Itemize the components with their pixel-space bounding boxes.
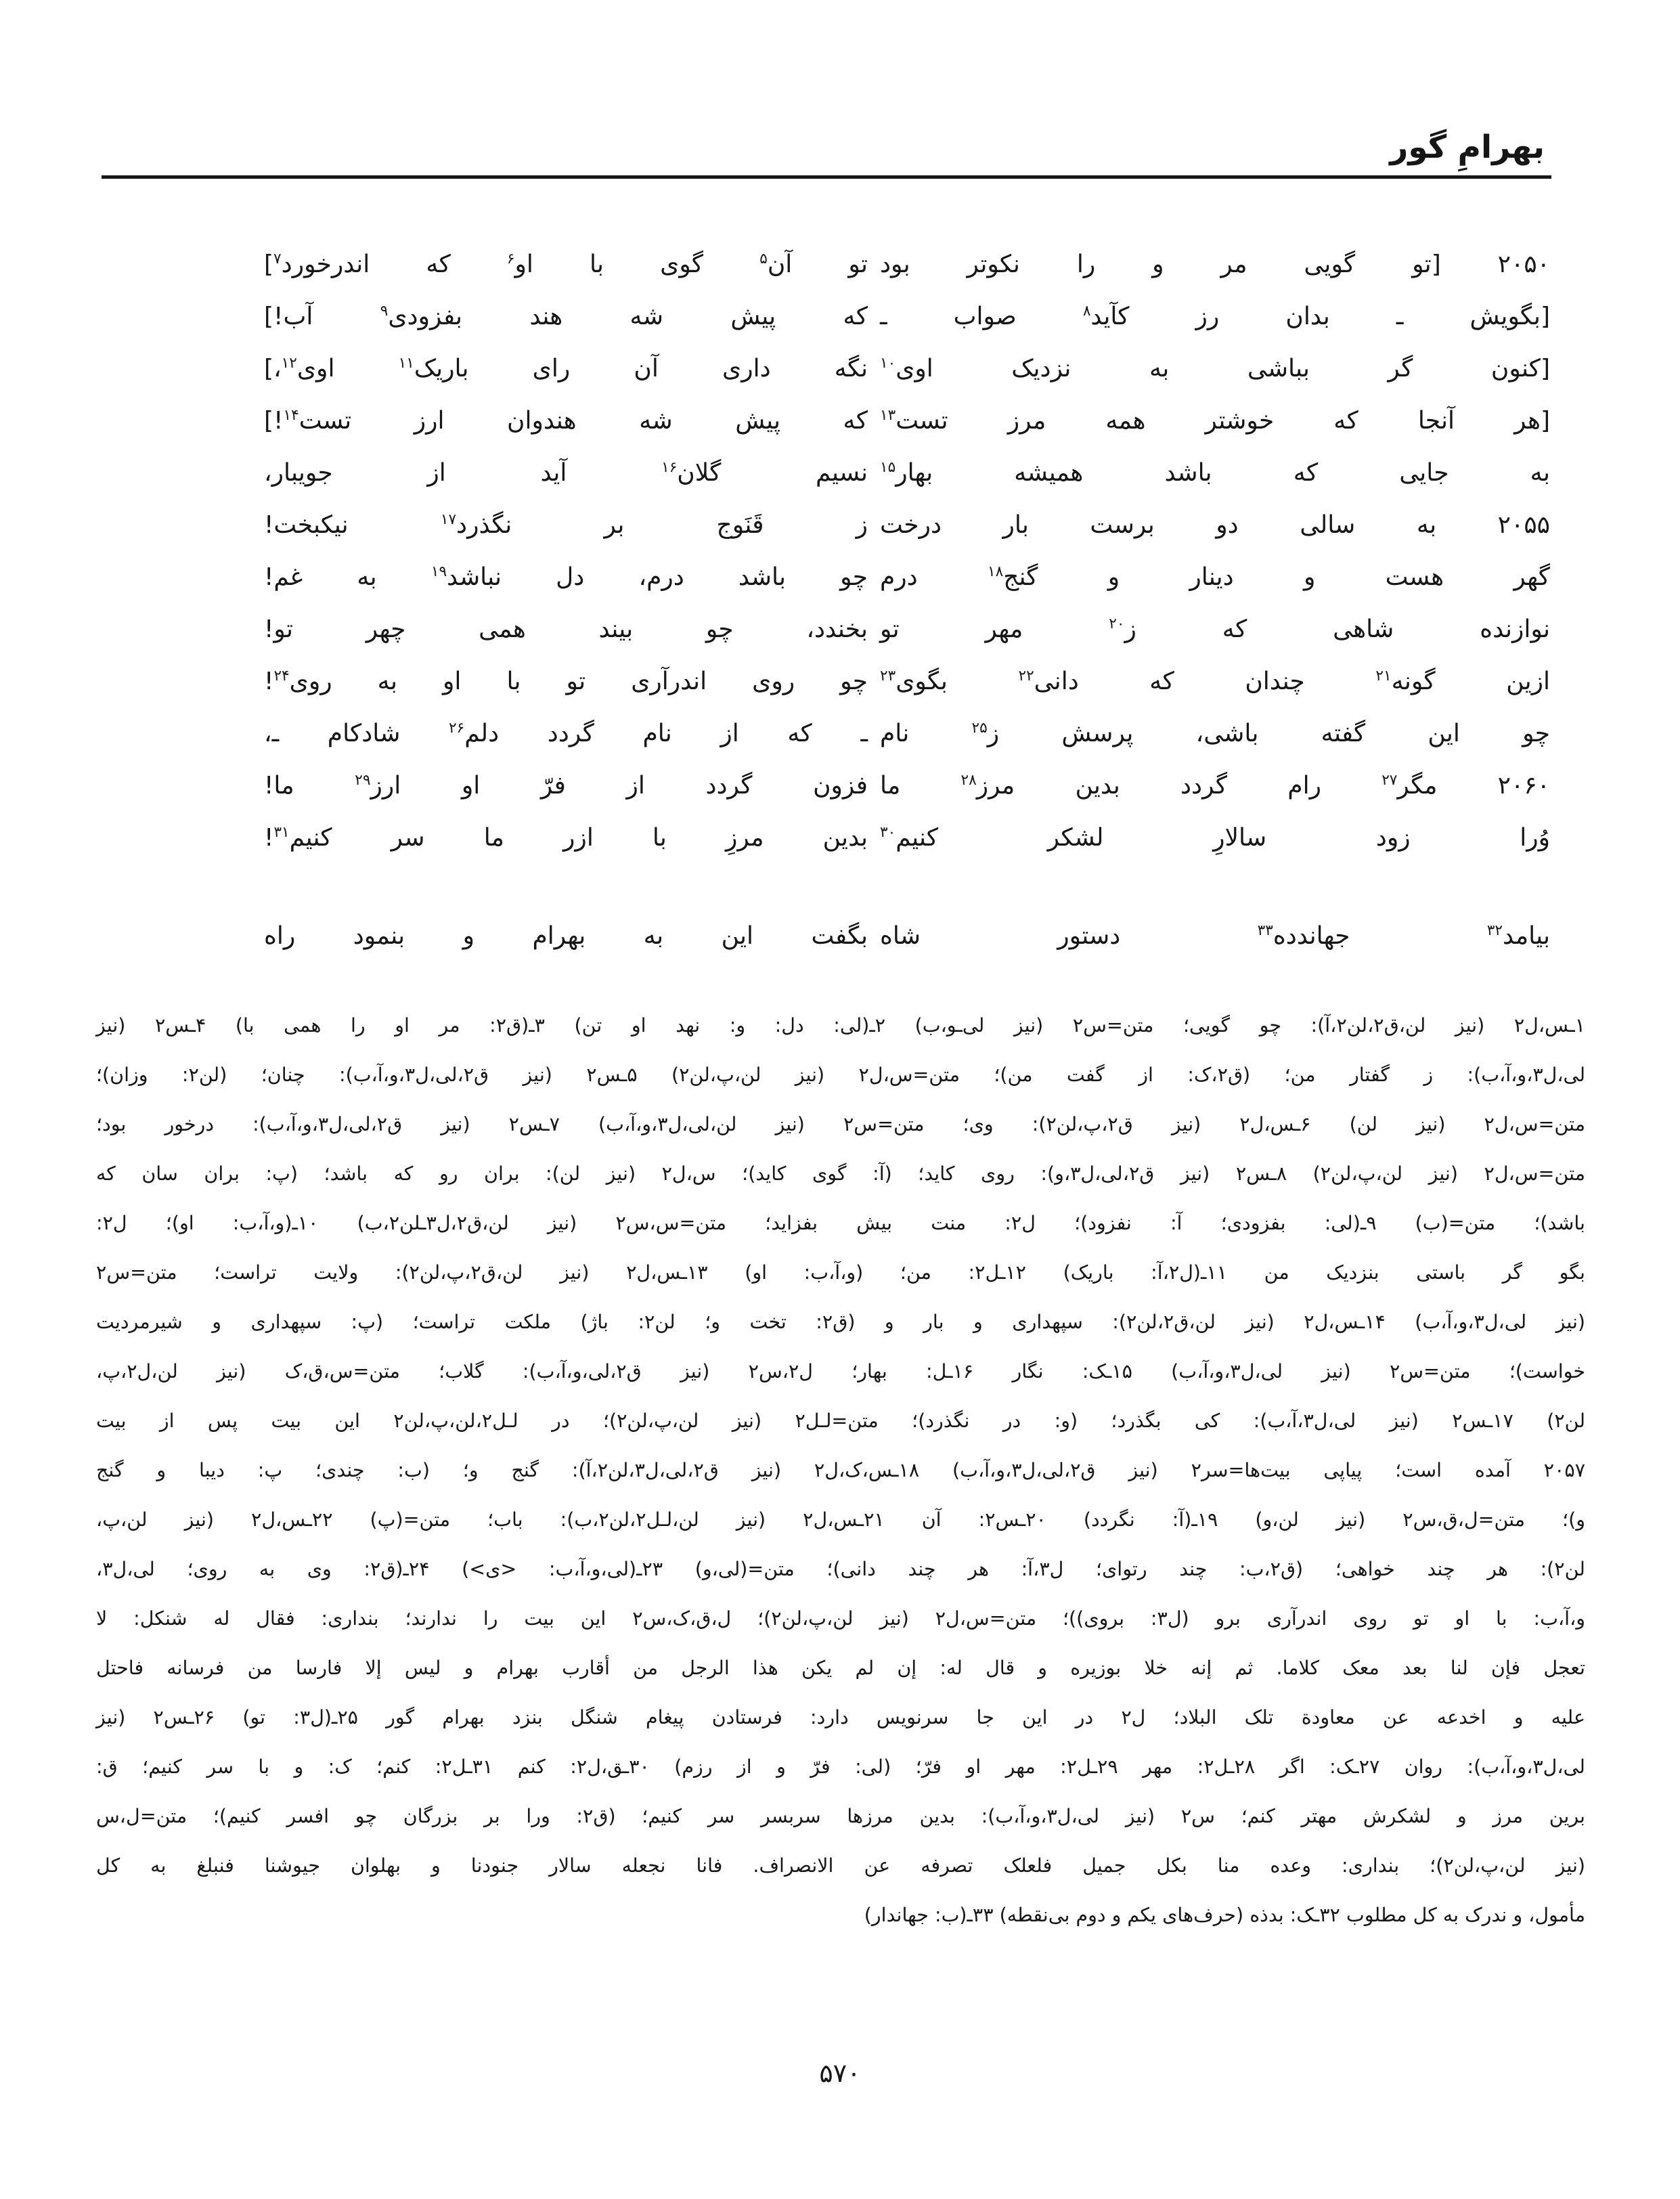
hemistich-right: چو این گفته باشی، پرسش ز$^{۲۵}$ نام — [880, 720, 1550, 747]
couplet — [264, 395, 1550, 447]
couplet — [264, 655, 1550, 707]
apparatus-line: لن۲): هر چند خواهی؛ (ق۲،ب: چند رتوای؛ ل۳،آ: هر چند دانی)؛ متن=(لی،و) ۲۳ـ(لی،و،آ،ب: <ی>) ۲۴ـ(ق۲: وی به روی؛ لی،ل۳، — [96, 1558, 1585, 1580]
couplet — [264, 603, 1550, 655]
couplet — [264, 238, 1550, 290]
hemistich-left: نگه داری آن رای باریک$^{۱۱}$ اوی$^{۱۲}$،] — [264, 355, 868, 383]
apparatus-line: برین مرز و لشکرش مهتر کنم؛ س۲ (نیز لی،ل۳،و،آ،ب): بدین مرزها سربسر سر کنیم؛ (ق۲: ورا بر بزرگان چو افسر کنیم)؛ متن=ل،س — [96, 1805, 1585, 1827]
hemistich-right: بیامد$^{۳۲}$ جهاندده$^{۳۳}$ دستور شاه — [880, 922, 1551, 950]
apparatus-line: لی،ل۳،و،آ،ب): ز گفتار من؛ (ق۲،ک: از گفت من)؛ متن=س،ل۲ (نیز لن،پ،لن۲) ۵ـس۲ (نیز ق۲،لی،ل۳،و،آ،ب): چنان؛ (لن۲: وزان)؛ — [96, 1064, 1585, 1086]
hemistich-left: ـ که از نام گردد دلم$^{۲۶}$ شادکام ـ، — [264, 720, 868, 747]
hemistich-right: [هر آنجا که خوشتر همه مرز تست$^{۱۳}$ — [880, 407, 1550, 435]
verse-number: ۲۰۵۵ — [1497, 511, 1550, 539]
couplet — [264, 760, 1550, 812]
hemistich-left: که پیش شه هندوان ارز تست$^{۱۴}$!] — [264, 407, 868, 435]
hemistich-left: نسیم گلان$^{۱۶}$ آید از جویبار، — [264, 459, 868, 487]
apparatus-line: و)؛ متن=ل،ق،س۲ (نیز لن،و) ۱۹ـ(آ: نگردد) ۲۰ـس۲: آن ۲۱ـس،ل۲ (نیز لن،لـل۲،لن۲،ب): باب؛ متن=(پ) ۲۲ـس،ل۲ (نیز لن،پ، — [96, 1508, 1585, 1531]
page-header — [102, 129, 1551, 179]
apparatus-line: مأمول، و ندرک به کل مطلوب ۳۲ـک: بدذه (حرف‌های یکم و دوم بی‌نقطه) ۳۳ـ(ب: جهاندار) — [864, 1904, 1585, 1926]
apparatus — [96, 1001, 1585, 1940]
couplet — [264, 910, 1550, 962]
hemistich-left: تو آن$^۵$ گوی با او$^۶$ که اندرخورد$^۷$] — [264, 251, 868, 278]
apparatus-line: لی،ل۳،و،آ،ب): روان ۲۷ـک: اگر ۲۸ـل۲: مهر ۲۹ـل۲: مهر او فرّ؛ (لی: فرّ و از رزم) ۳۰ـق،ل۲: کنم ۳۱ـل۲: کنم؛ ک: و با سر کنیم؛ ق: — [96, 1756, 1585, 1778]
poem — [264, 238, 1550, 962]
hemistich-left: بدین مرزِ با ازر ما سر کنیم$^{۳۱}$! — [264, 824, 868, 852]
couplet — [264, 290, 1550, 343]
hemistich-right: ۲۰۵۵ به سالی دو برست بار درخت — [880, 511, 1550, 539]
verse-number: ۲۰۶۰ — [1497, 772, 1550, 800]
hemistich-left: چو باشد درم، دل نباشد$^{۱۹}$ به غم! — [264, 563, 868, 591]
chapter-title: بهرامِ گور — [1390, 129, 1545, 166]
hemistich-left: چو روی اندرآری تو با او به روی$^{۲۴}$! — [264, 668, 868, 695]
couplet — [264, 499, 1550, 551]
hemistich-right: ۲۰۶۰ مگر$^{۲۷}$ رام گردد بدین مرز$^{۲۸}$ ما — [880, 772, 1550, 800]
apparatus-line: متن=س،ل۲ (نیز لن) ۶ـس،ل۲ (نیز ق۲،پ،لن۲): وی؛ متن=س۲ (نیز لن،لی،ل۳،و،آ،ب) ۷ـس۲ (نیز ق۲،لی،ل۳،و،آ،ب): درخور بود؛ — [96, 1113, 1585, 1135]
apparatus-line: بگو گر باستی بنزدیک من ۱۱ـ(ل۲،آ: باریک) ۱۲ـل۲: من؛ (و،آ،ب: او) ۱۳ـس،ل۲ (نیز لن،ق۲،پ،لن۲): ولایت تراست؛ متن=س۲ — [96, 1261, 1585, 1284]
couplet — [264, 343, 1550, 395]
couplet — [264, 551, 1550, 603]
verse-number: ۲۰۵۰ — [1497, 251, 1550, 278]
hemistich-right: به جایی که باشد همیشه بهار$^{۱۵}$ — [880, 459, 1550, 487]
hemistich-right: [کنون گر بباشی به نزدیک اوی$^{۱۰}$ — [880, 355, 1550, 383]
hemistich-left: بگفت این به بهرام و بنمود راه — [264, 922, 868, 950]
hemistich-left: که پیش شه هند بفزودی$^۹$ آب!] — [264, 303, 868, 330]
hemistich-right: ازین گونه$^{۲۱}$ چندان که دانی$^{۲۲}$ بگوی$^{۲۳}$ — [880, 668, 1551, 695]
hemistich-right: وُرا زود سالارِ لشکر کنیم$^{۳۰}$ — [880, 824, 1550, 852]
hemistich-right: [بگویش ـ بدان رز کآید$^۸$ صواب ـ — [880, 303, 1550, 330]
apparatus-line: ۲۰۵۷ آمده است؛ پیاپی بیت‌ها=سر۲ (نیز ق۲،لی،ل۳،و،آ،ب) ۱۸ـس،ک،ل۲ (نیز ق۲،لی،ل۳،لن۲،آ): گنج و؛ (ب: چندی؛ پ: دیبا و گنج — [96, 1459, 1585, 1481]
apparatus-line: خواست)؛ متن=س۲ (نیز لی،ل۳،و،آ،ب) ۱۵ـک: نگار ۱۶ـل: بهار؛ ل۲،س۲ (نیز ق۲،لی،و،آ،ب): گلاب؛ متن=س،ق،ک (نیز لن،ل۲،پ، — [96, 1360, 1586, 1382]
hemistich-right: نوازنده شاهی که ز$^{۲۰}$ مهر تو — [880, 615, 1551, 643]
apparatus-line: (نیز لن،پ،لن۲)؛ بنداری: وعده منا بکل جمیل فلعلک تصرفه عن الانصراف. فانا نجعله سالار جنودنا و بهلوان جیوشنا فنبلغ به کل — [96, 1854, 1585, 1877]
couplet — [264, 447, 1550, 499]
hemistich-left: ز قَنَوج بر نگذرد$^{۱۷}$ نیکبخت! — [264, 511, 868, 539]
header-rule — [102, 175, 1551, 179]
couplet — [264, 707, 1550, 760]
apparatus-line: تعجل فإن لنا بعد معک کلاما. ثم إنه خلا بوزیره و قال له: إن لم یکن هذا الرجل من أقارب بهرام و لیس إلا فارسا من فرسانه فاحتل — [96, 1657, 1585, 1679]
page-number: ۵۷۰ — [819, 2058, 861, 2088]
hemistich-right: ۲۰۵۰ [تو گویی مر و را نکوتر بود — [880, 251, 1550, 278]
hemistich-left: فزون گردد از فرّ او ارز$^{۲۹}$ ما! — [264, 772, 868, 800]
apparatus-line: و،آ،ب: با او تو روی اندرآری برو (ل۳: بروی))؛ متن=س،ل۲ (نیز لن،پ،لن۲)؛ ل،ق،ک،س۲ این بیت را ندارند؛ بنداری: فقال له شنکل: لا — [96, 1607, 1585, 1630]
hemistich-right: گهر هست و دینار و گنج$^{۱۸}$ درم — [880, 563, 1550, 591]
apparatus-line: علیه و اخدعه عن معاودة تلک البلاد؛ ل۲ در این جا سرنویس دارد: فرستادن پیغام شنگل بنزد بهرام گور ۲۵ـ(ل۳: تو) ۲۶ـس۲ (نیز — [96, 1706, 1585, 1728]
apparatus-line: ۱ـس،ل۲ (نیز لن،ق۲،لن۲،آ): چو گویی؛ متن=س۲ (نیز لی‌ـو،ب) ۲ـ(لی: دل: و: نهد او تن) ۳ـ(ق۲: مر او را همی با) ۴ـس۲ (نیز — [96, 1014, 1586, 1037]
apparatus-line: متن=س،ل۲ (نیز لن،پ،لن۲) ۸ـس۲ (نیز ق۲،لی،ل۳،و): روی کاید؛ (آ: گوی کاید)؛ س،ل۲ (نیز لن): بران رو که باشد؛ (پ: بران سان که — [96, 1162, 1585, 1185]
apparatus-line: (نیز لی،ل۳،و،آ،ب) ۱۴ـس،ل۲ (نیز لن،ق۲،لن۲): سپهداری و بار و (ق۲: تخت و؛ لن۲: باژ) ملکت تراست؛ (پ: سپهداری و شیرمردیت — [96, 1311, 1586, 1333]
apparatus-line: باشد)؛ متن=(ب) ۹ـ(لی: بفزودی؛ آ: نفزود)؛ ل۲: منت بیش بفزاید؛ متن=س،س۲ (نیز لن،ق۲،ل۳ـلن۲،ب) ۱۰ـ(و،آ،ب: او)؛ ل۲: — [96, 1212, 1585, 1234]
couplet — [264, 812, 1550, 864]
apparatus-line: لن۲) ۱۷ـس۲ (نیز لی،ل۳،آ،ب): کی بگذرد؛ (و: در نگذرد)؛ متن=لـل۲ (نیز لن،پ،لن۲)؛ در لـل۲،لن،پ،لن۲ این بیت پس از بیت — [96, 1410, 1586, 1432]
hemistich-left: بخندد، چو بیند همی چهر تو! — [264, 615, 868, 643]
